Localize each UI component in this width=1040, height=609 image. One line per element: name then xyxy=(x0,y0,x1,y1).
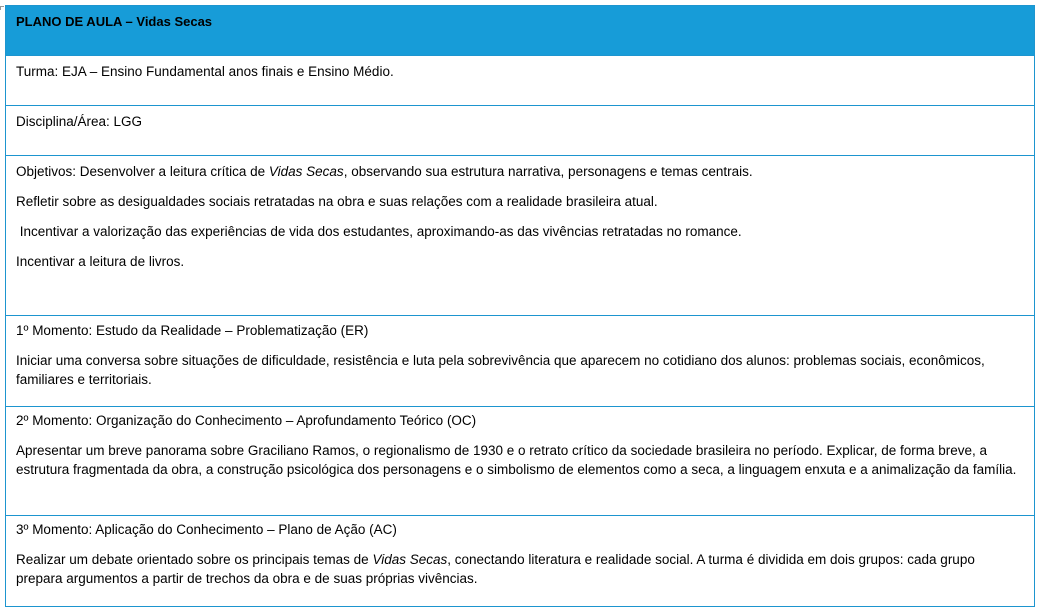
momento-1-row xyxy=(5,316,1035,407)
momento-2-body: Apresentar um breve panorama sobre Graciliano Ramos, o regionalismo de 1930 e o retrato crítico da sociedade brasileira no período. Explicar, de forma breve, a estrutura fragmentada da obra, a construção psicológica dos personagens e o simbolismo de elementos como a seca, a linguagem enxuta e a animalização da família. xyxy=(16,442,1017,477)
turma-row xyxy=(5,56,1035,106)
objetivo-1-title: Vidas Secas xyxy=(268,164,344,179)
objetivo-1-prefix: Objetivos: Desenvolver a leitura crítica de xyxy=(16,164,269,179)
momento-2-row xyxy=(5,407,1035,516)
lesson-plan-table xyxy=(5,5,1035,607)
objetivo-1-suffix: , observando sua estrutura narrativa, personagens e temas centrais. xyxy=(343,164,753,179)
objetivo-3: Incentivar a valorização das experiências de vida dos estudantes, aproximando-as das vivências retratadas no romance. xyxy=(16,224,742,239)
objetivos-row xyxy=(5,156,1035,316)
objetivo-2: Refletir sobre as desigualdades sociais retratadas na obra e suas relações com a realidade brasileira atual. xyxy=(16,194,658,209)
disciplina-row xyxy=(5,106,1035,156)
page-title: PLANO DE AULA – Vidas Secas xyxy=(16,14,213,29)
momento-3-body-title: Vidas Secas xyxy=(372,551,448,567)
objetivo-4: Incentivar a leitura de livros. xyxy=(16,254,185,269)
momento-3-body-prefix: Realizar um debate orientado sobre os principais temas de xyxy=(16,551,373,567)
page-corner-mark xyxy=(0,6,4,10)
header-row xyxy=(5,5,1035,56)
objetivo-1 xyxy=(16,162,1024,182)
momento-3-title: 3º Momento: Aplicação do Conhecimento – Plano de Ação (AC) xyxy=(16,522,397,537)
disciplina-text: Disciplina/Área: LGG xyxy=(16,114,143,129)
momento-1-title: 1º Momento: Estudo da Realidade – Problematização (ER) xyxy=(16,323,369,338)
momento-3-body xyxy=(16,550,1024,589)
momento-1-body: Iniciar uma conversa sobre situações de dificuldade, resistência e luta pela sobrevivência que aparecem no cotidiano dos alunos: problemas sociais, econômicos, familiares e territoriais. xyxy=(16,352,985,387)
momento-3-row xyxy=(5,516,1035,607)
momento-2-title: 2º Momento: Organização do Conhecimento – Aprofundamento Teórico (OC) xyxy=(16,413,477,428)
turma-text: Turma: EJA – Ensino Fundamental anos finais e Ensino Médio. xyxy=(16,64,394,79)
momento-3-body-suffix: , conectando literatura e realidade social. A turma é dividida em dois grupos: cada grupo prepara argumentos a partir de trechos da obra e de suas próprias vivências. xyxy=(16,551,975,586)
